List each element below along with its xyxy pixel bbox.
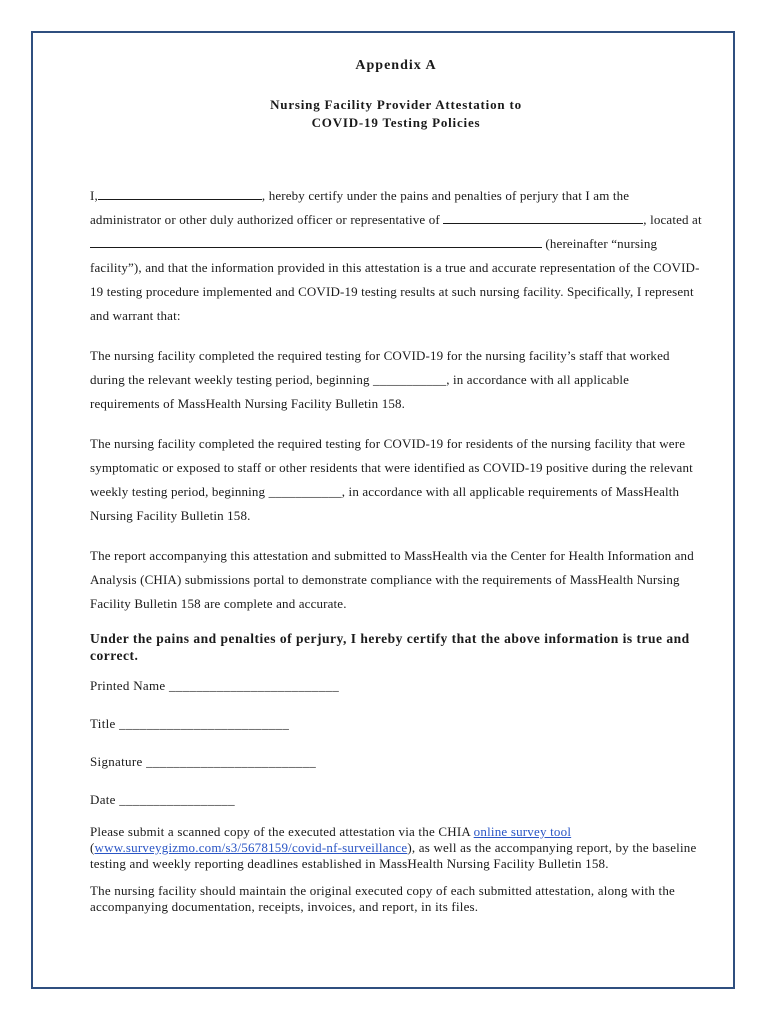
date-field[interactable]: Date _________________	[90, 792, 235, 807]
online-survey-tool-link[interactable]: online survey tool	[473, 824, 572, 839]
note1-open-paren: (	[90, 840, 95, 855]
subtitle-line-2: COVID-19 Testing Policies	[311, 115, 481, 130]
name-blank[interactable]	[98, 185, 262, 200]
staff-testing-paragraph: The nursing facility completed the required testing for COVID-19 for the nursing facility’s staff that worked during the relevant weekly testing period, beginning ___________, in accordance with all applicable requirements of MassHealth Nursing Facility Bulletin 158.	[90, 348, 670, 411]
submission-instructions	[90, 824, 702, 872]
retention-instructions: The nursing facility should maintain the original executed copy of each submitted attestation, along with the accompanying documentation, receipts, invoices, and report, in its files.	[90, 883, 675, 914]
attestation-document	[90, 58, 702, 915]
facility-blank[interactable]	[443, 209, 643, 224]
page-subtitle	[90, 96, 702, 132]
subtitle-line-1: Nursing Facility Provider Attestation to	[270, 97, 522, 112]
perjury-certification: Under the pains and penalties of perjury, I hereby certify that the above information is true and correct.	[90, 631, 690, 663]
report-paragraph: The report accompanying this attestation and submitted to MassHealth via the Center for Health Information and Analysis (CHIA) submissions portal to demonstrate compliance with the requirements of MassHealth Nursing Facility Bulletin 158 are complete and accurate.	[90, 548, 694, 611]
certification-paragraph	[90, 184, 702, 328]
resident-testing-paragraph: The nursing facility completed the required testing for COVID-19 for residents of the nursing facility that were symptomatic or exposed to staff or other residents that were identified as COVID-19 positive during the relevant weekly testing period, beginning ___________, in accordance with all applicable requirements of MassHealth Nursing Facility Bulletin 158.	[90, 436, 693, 523]
survey-url-link[interactable]: www.surveygizmo.com/s3/5678159/covid-nf-surveillance	[94, 840, 408, 855]
para1-start: I,	[90, 188, 98, 203]
para1-after-name: , hereby certify under the pains and penalties of perjury that I am the administrator or other duly authorized officer or representative of	[90, 188, 630, 227]
note1-before-link: Please submit a scanned copy of the executed attestation via the CHIA	[90, 824, 474, 839]
note1-after-url: ), as well as the accompanying report, by the baseline testing and weekly reporting deadlines established in MassHealth Nursing Facility Bulletin 158.	[90, 840, 697, 871]
printed-name-field[interactable]: Printed Name _________________________	[90, 678, 339, 693]
address-blank[interactable]	[90, 233, 542, 248]
title-field[interactable]: Title _________________________	[90, 716, 290, 731]
para1-comma: ,	[643, 212, 647, 227]
signature-field[interactable]: Signature _________________________	[90, 754, 317, 769]
para1-located-at: located at	[650, 212, 702, 227]
para1-rest: (hereinafter “nursing facility”), and that the information provided in this attestation is a true and accurate representation of the COVID-19 testing procedure implemented and COVID-19 testing results at such nursing facility. Specifically, I represent and warrant that:	[90, 236, 700, 323]
page-title: Appendix A	[355, 58, 437, 73]
